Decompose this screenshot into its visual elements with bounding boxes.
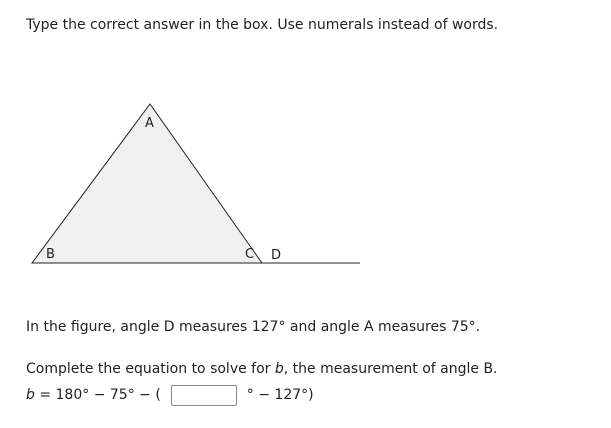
vertex-label-a: A [145, 116, 154, 131]
equation-row [26, 383, 314, 407]
equation-right-side: ° − 127°) [246, 387, 314, 403]
prompt-text-after: , the measurement of angle B. [283, 361, 498, 377]
prompt-variable: b [274, 361, 284, 377]
vertex-label-d: D [271, 248, 282, 263]
vertex-label-b: B [46, 247, 55, 262]
equation-variable: b [26, 387, 35, 403]
problem-prompt [26, 359, 498, 379]
problem-statement: In the figure, angle D measures 127° and angle A measures 75°. [26, 319, 481, 335]
vertex-label-c: C [245, 247, 255, 262]
instruction-text: Type the correct answer in the box. Use numerals instead of words. [26, 17, 499, 33]
prompt-text-before: Complete the equation to solve for [26, 361, 275, 377]
answer-input[interactable] [171, 385, 237, 406]
equation-left-side: = 180° − 75° − ( [34, 387, 161, 403]
